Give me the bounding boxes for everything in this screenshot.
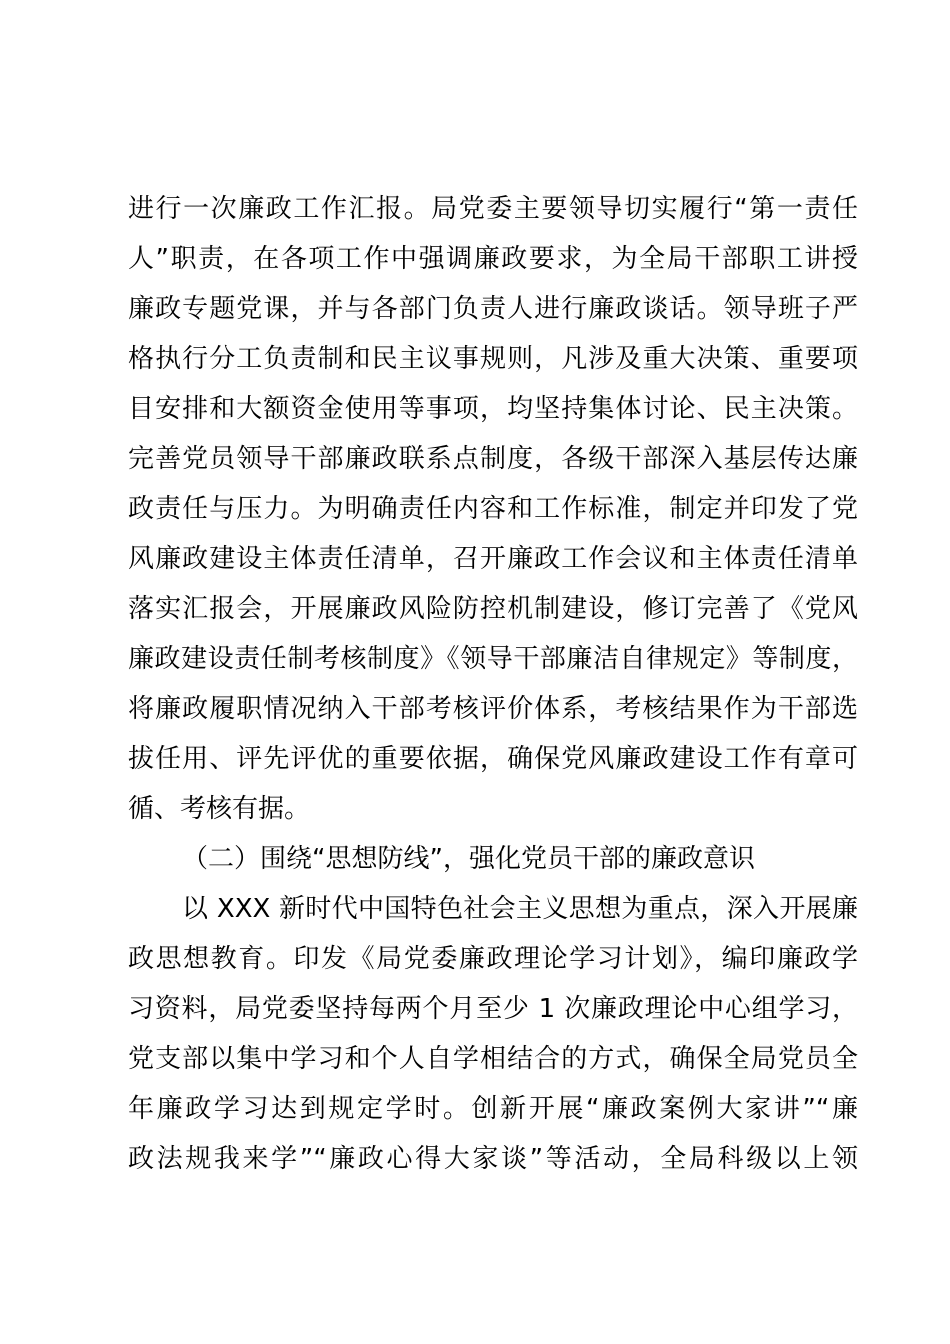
text-line: 人”职责，在各项工作中强调廉政要求，为全局干部职工讲授 bbox=[128, 244, 858, 274]
text-line: 风廉政建设主体责任清单，召开廉政工作会议和主体责任清单 bbox=[128, 544, 858, 574]
text-line: 完善党员领导干部廉政联系点制度，各级干部深入基层传达廉 bbox=[128, 444, 858, 474]
text-line: 拔任用、评先评优的重要依据，确保党风廉政建设工作有章可 bbox=[128, 744, 858, 774]
text-line: 进行一次廉政工作汇报。局党委主要领导切实履行“第一责任 bbox=[128, 194, 858, 224]
text-line: 循、考核有据。 bbox=[128, 794, 311, 824]
text-line: 政责任与压力。为明确责任内容和工作标准，制定并印发了党 bbox=[128, 494, 858, 524]
text-line: 廉政专题党课，并与各部门负责人进行廉政谈话。领导班子严 bbox=[128, 294, 858, 324]
document-body bbox=[128, 184, 858, 1184]
text-line: 以 XXX 新时代中国特色社会主义思想为重点，深入开展廉 bbox=[182, 894, 858, 924]
text-line: 将廉政履职情况纳入干部考核评价体系，考核结果作为干部选 bbox=[128, 694, 858, 724]
text-line: 党支部以集中学习和个人自学相结合的方式，确保全局党员全 bbox=[128, 1044, 858, 1074]
text-line: （二）围绕“思想防线”，强化党员干部的廉政意识 bbox=[182, 844, 755, 874]
text-line: 格执行分工负责制和民主议事规则，凡涉及重大决策、重要项 bbox=[128, 344, 858, 374]
text-line: 政法规我来学”“廉政心得大家谈”等活动，全局科级以上领 bbox=[128, 1144, 858, 1174]
text-line: 政思想教育。印发《局党委廉政理论学习计划》，编印廉政学 bbox=[128, 944, 858, 974]
text-line: 廉政建设责任制考核制度》《领导干部廉洁自律规定》等制度， bbox=[128, 644, 858, 674]
text-line: 目安排和大额资金使用等事项，均坚持集体讨论、民主决策。 bbox=[128, 394, 858, 424]
text-line: 年廉政学习达到规定学时。创新开展“廉政案例大家讲”“廉 bbox=[128, 1094, 858, 1124]
text-line: 落实汇报会，开展廉政风险防控机制建设，修订完善了《党风 bbox=[128, 594, 858, 624]
text-line: 习资料，局党委坚持每两个月至少 1 次廉政理论中心组学习， bbox=[128, 994, 858, 1024]
